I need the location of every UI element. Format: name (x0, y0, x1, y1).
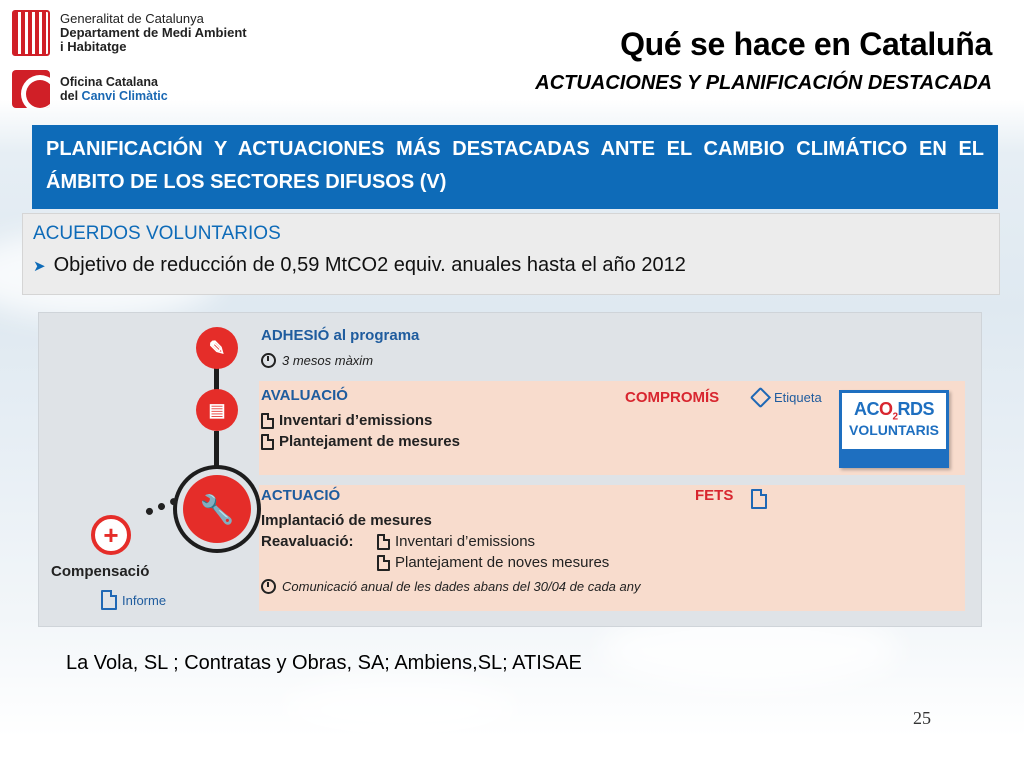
org-line-3: i Habitatge (60, 39, 127, 54)
org-line-2: Departament de Medi Ambient (60, 25, 247, 40)
document-icon (261, 413, 274, 429)
page-number: 25 (913, 708, 931, 728)
avaluacio-item-text: Plantejament de mesures (279, 433, 460, 450)
acuerdos-bullet (33, 254, 989, 277)
occ-logo-icon (12, 70, 50, 108)
implantacio-text: Implantació de mesures (261, 512, 432, 529)
adhesio-label: ADHESIÓ al programa (261, 327, 420, 344)
tag-icon (750, 387, 771, 408)
badge-ac: AC (853, 399, 879, 419)
adhesio-time-text: 3 mesos màxim (282, 353, 374, 368)
plus-icon: + (91, 515, 131, 555)
comunicacio-row (261, 579, 640, 594)
etiqueta-text: Etiqueta (774, 390, 822, 405)
pencil-icon: ✎ (196, 327, 238, 369)
office-line-1: Oficina Catalana (60, 75, 158, 89)
companies-list: La Vola, SL ; Contratas y Obras, SA; Ambiens,SL; ATISAE (66, 652, 582, 674)
compensacio-dots (145, 497, 178, 516)
badge-line-1 (842, 399, 946, 423)
actuacio-label: ACTUACIÓ (261, 487, 341, 504)
avaluacio-label: AVALUACIÓ (261, 387, 348, 404)
document-icon (377, 555, 390, 571)
document-icon (101, 590, 117, 610)
acuerdos-bullet-text: Objetivo de reducción de 0,59 MtCO2 equiv. anuales hasta el año 2012 (53, 254, 686, 276)
informe-row (101, 590, 166, 610)
gencat-text (60, 12, 247, 54)
informe-text: Informe (122, 592, 167, 608)
reavaluacio-item (377, 533, 535, 550)
etiqueta-tag (753, 390, 822, 405)
reavaluacio-item-text: Plantejament de noves mesures (395, 554, 610, 571)
badge-line-2: VOLUNTARIS (849, 421, 939, 438)
avaluacio-item (261, 433, 460, 450)
reavaluacio-item (377, 554, 609, 571)
occ-text (60, 75, 168, 103)
avaluacio-item-text: Inventari d’emissions (279, 412, 433, 429)
fets-label: FETS (695, 487, 734, 504)
office-line-2-blue: Canvi Climàtic (81, 89, 168, 103)
office-line-2 (60, 89, 168, 103)
badge-o: O (878, 399, 893, 419)
page-subtitle: ACTUACIONES Y PLANIFICACIÓN DESTACADA (535, 72, 992, 94)
comunicacio-text: Comunicació anual de les dades abans del 30/04 de cada any (282, 579, 641, 594)
background-cloud (280, 680, 520, 740)
document-icon (751, 489, 767, 509)
bullet-arrow-icon: ➤ (33, 257, 46, 275)
badge-sub: 2 (892, 411, 898, 423)
acuerdos-title: ACUERDOS VOLUNTARIOS (33, 223, 281, 244)
adhesio-time (261, 353, 373, 368)
clock-icon (261, 353, 276, 368)
document-icon (261, 434, 274, 450)
org-line-1: Generalitat de Catalunya (60, 11, 204, 26)
compensacio-label: Compensació (51, 563, 150, 580)
clock-icon (261, 579, 276, 594)
document-icon (377, 534, 390, 550)
wrench-icon: 🔧 (183, 475, 251, 543)
office-line-2-prefix: del (60, 89, 79, 103)
gencat-logo-row (12, 10, 282, 56)
occ-logo-row (12, 70, 282, 108)
acuerdos-box (22, 213, 1000, 295)
page-title: Qué se hace en Cataluña (620, 26, 992, 62)
reavaluacio-text: Reavaluació: (261, 533, 354, 550)
avaluacio-item (261, 412, 432, 429)
acords-voluntaris-badge (839, 390, 949, 468)
badge-footer (842, 449, 946, 465)
compromis-label: COMPROMÍS (625, 389, 720, 406)
process-infographic (38, 312, 982, 627)
reavaluacio-item-text: Inventari d’emissions (395, 533, 536, 550)
section-banner: PLANIFICACIÓN Y ACTUACIONES MÁS DESTACADAS ANTE EL CAMBIO CLIMÁTICO EN EL ÁMBITO DE LOS SECTORES DIFUSOS (V) (32, 125, 998, 209)
connector-line (214, 431, 219, 479)
gencat-logo-icon (12, 10, 50, 56)
badge-rds: RDS (897, 399, 935, 419)
monitor-icon: ▤ (196, 389, 238, 431)
header-logos (12, 10, 282, 108)
